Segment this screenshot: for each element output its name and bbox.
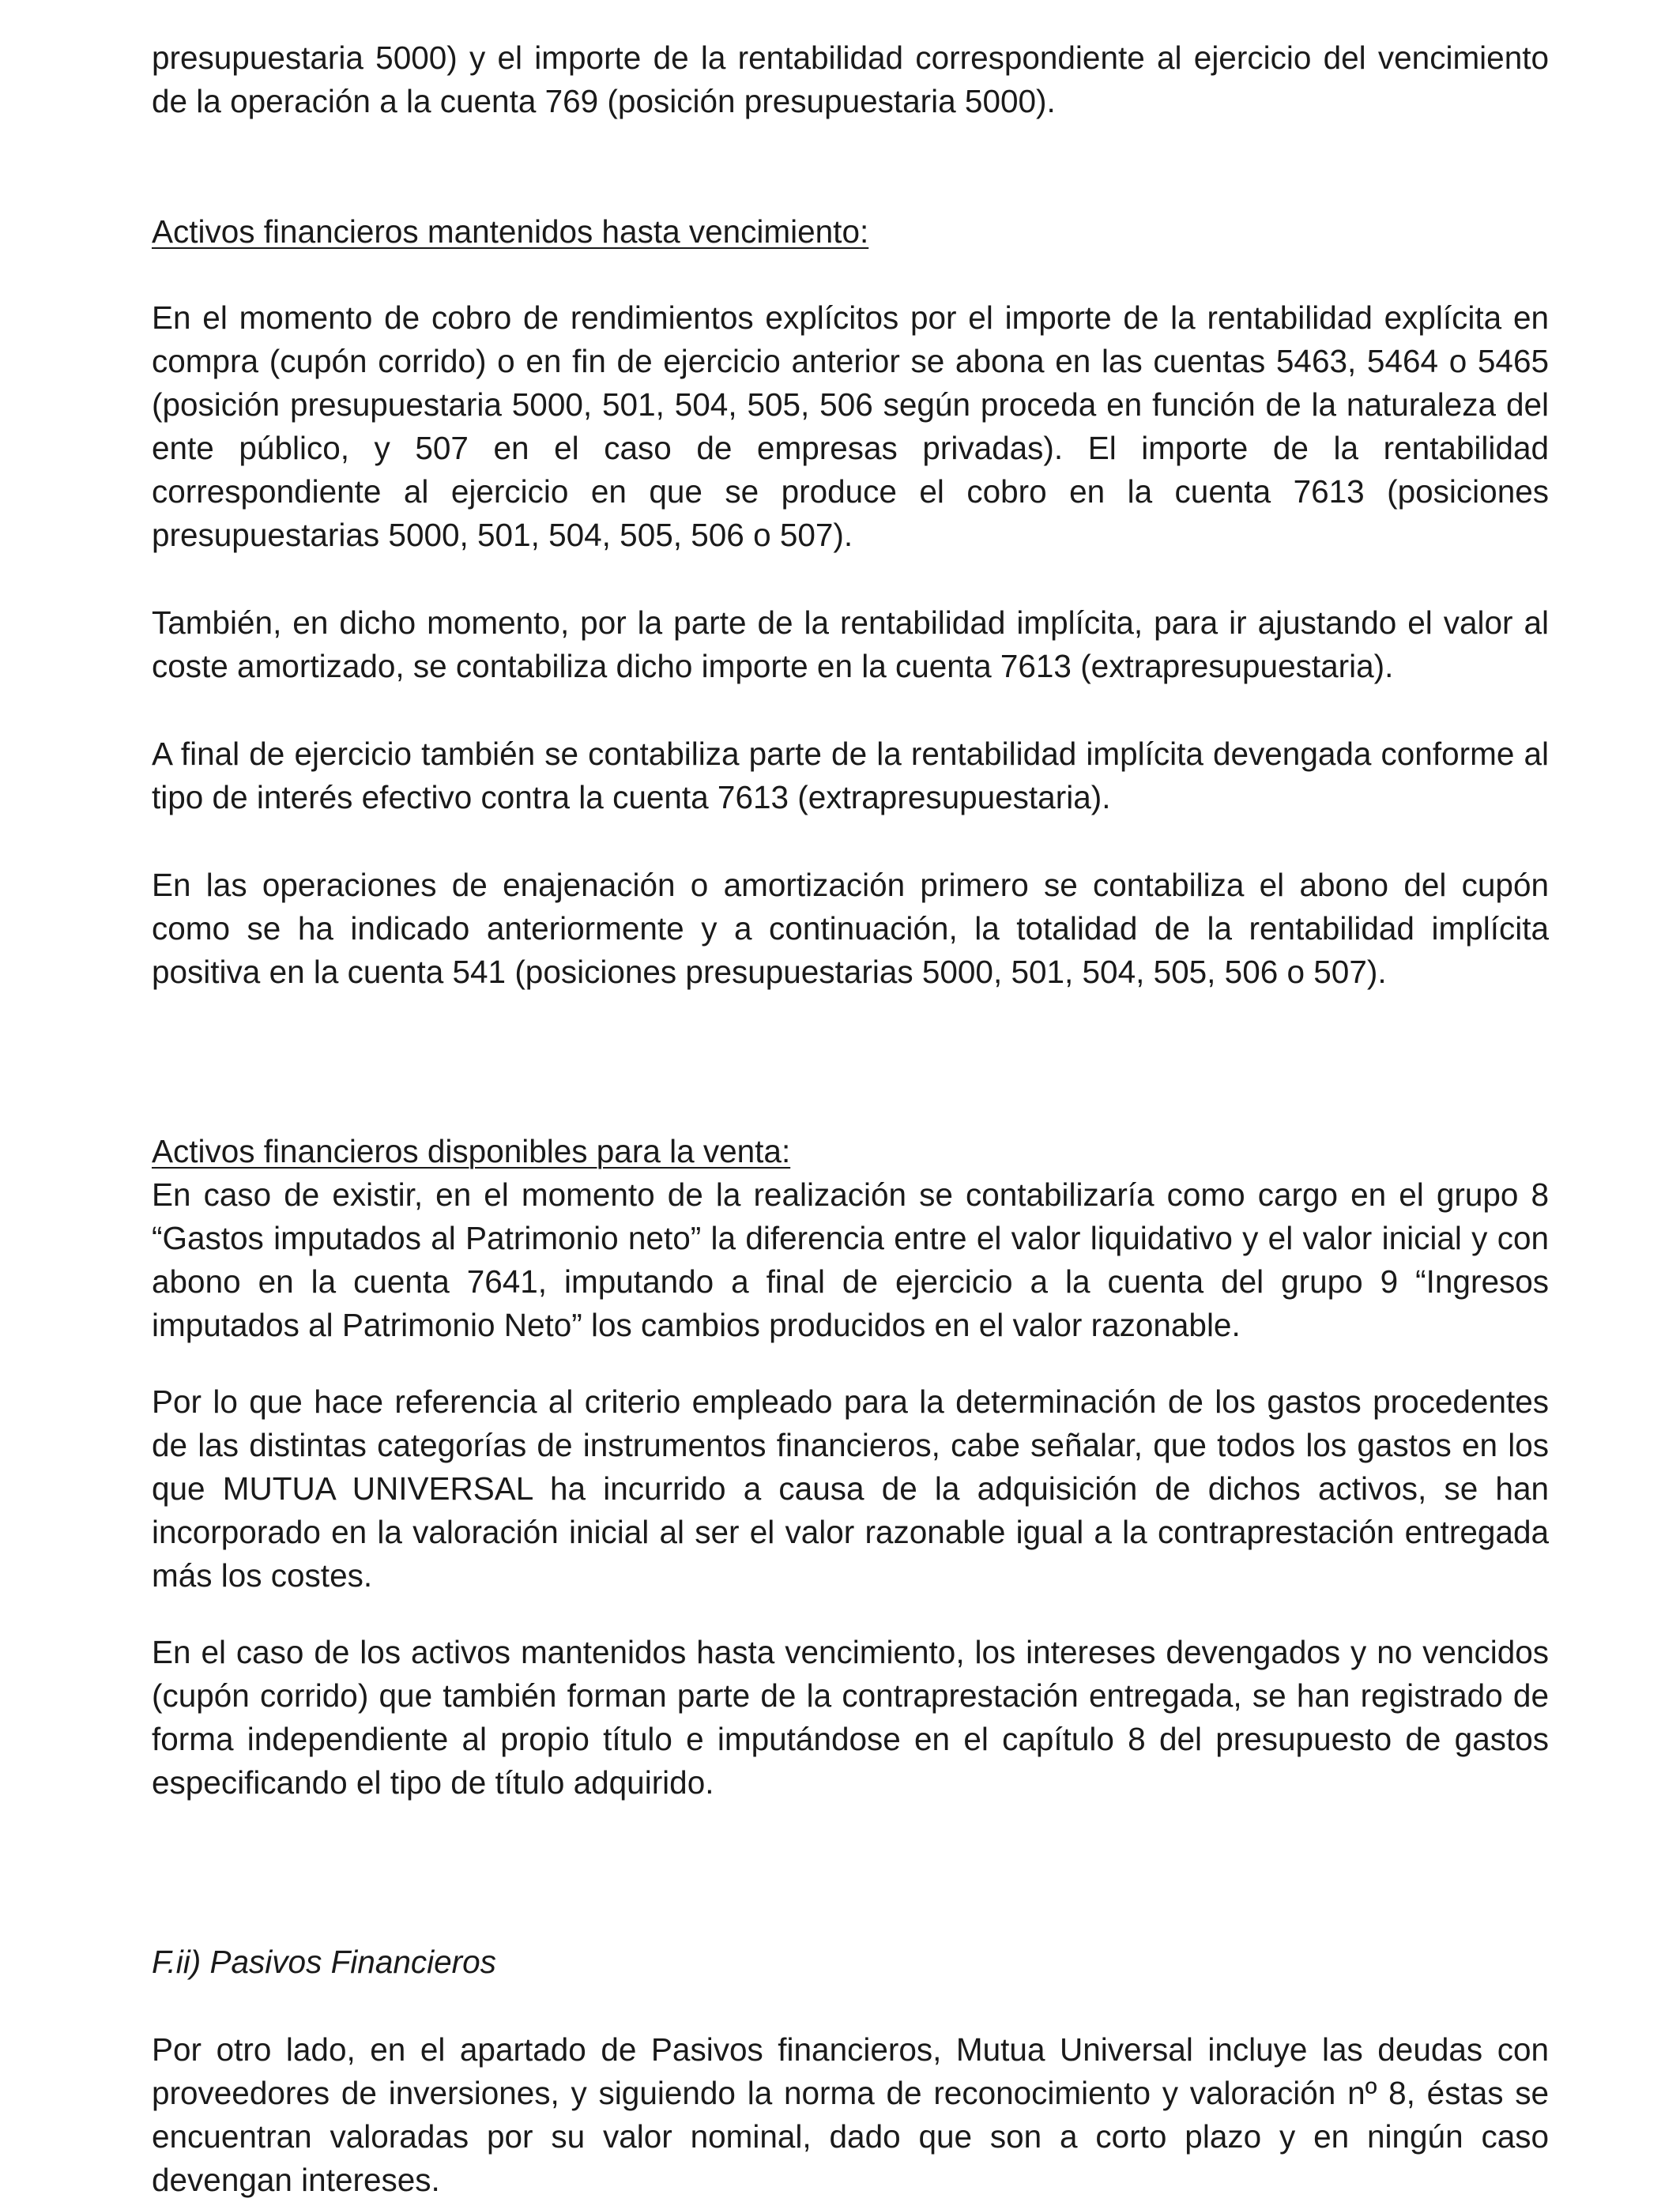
paragraph-intro: presupuestaria 5000) y el importe de la rentabilidad correspondiente al ejercicio del vencimiento de la operación a la cuenta 769 (posición presupuestaria 5000).: [152, 40, 1549, 119]
heading-disponibles-text: Activos financieros disponibles para la venta:: [152, 1133, 791, 1169]
paragraph-final-ejercicio: A final de ejercicio también se contabiliza parte de la rentabilidad implícita devengada conforme al tipo de interés efectivo contra la cuenta 7613 (extrapresupuestaria).: [152, 736, 1549, 815]
document-page: [152, 36, 1549, 2202]
paragraph-cobro: En el momento de cobro de rendimientos explícitos por el importe de la rentabilidad explícita en compra (cupón corrido) o en fin de ejercicio anterior se abona en las cuentas 5463, 5464 o 5465 (posición presupuestaria 5000, 501, 504, 505, 506 según proceda en función de la naturaleza del ente público, y 507 en el caso de empresas privadas). El importe de la rentabilidad correspondiente al ejercicio en que se produce el cobro en la cuenta 7613 (posiciones presupuestarias 5000, 501, 504, 505, 506 o 507).: [152, 299, 1549, 553]
paragraph-caso-vencimiento: En el caso de los activos mantenidos hasta vencimiento, los intereses devengados y no vencidos (cupón corrido) que también forman parte de la contraprestación entregada, se han registrado de forma independiente al propio título e imputándose en el capítulo 8 del presupuesto de gastos especificando el tipo de título adquirido.: [152, 1634, 1549, 1801]
paragraph-enajenacion: En las operaciones de enajenación o amortización primero se contabiliza el abono del cupón como se ha indicado anteriormente y a continuación, la totalidad de la rentabilidad implícita positiva en la cuenta 541 (posiciones presupuestarias 5000, 501, 504, 505, 506 o 507).: [152, 867, 1549, 990]
paragraph-criterio: Por lo que hace referencia al criterio empleado para la determinación de los gastos procedentes de las distintas categorías de instrumentos financieros, cabe señalar, que todos los gastos en los que MUTUA UNIVERSAL ha incurrido a causa de la adquisición de dichos activos, se han incorporado en la valoración inicial al ser el valor razonable igual a la contraprestación entregada más los costes.: [152, 1383, 1549, 1594]
paragraph-pasivos: Por otro lado, en el apartado de Pasivos financieros, Mutua Universal incluye las deudas con proveedores de inversiones, y siguiendo la norma de reconocimiento y valoración nº 8, éstas se encuentran valoradas por su valor nominal, dado que son a corto plazo y en ningún caso devengan intereses.: [152, 2031, 1549, 2198]
section-heading-mantenidos: [152, 210, 1549, 254]
section-heading-pasivos: F.ii) Pasivos Financieros: [152, 1944, 496, 1980]
paragraph-tambien: También, en dicho momento, por la parte de la rentabilidad implícita, para ir ajustando el valor al coste amortizado, se contabiliza dicho importe en la cuenta 7613 (extrapresupuestaria).: [152, 604, 1549, 684]
paragraph-existir: En caso de existir, en el momento de la realización se contabilizaría como cargo en el grupo 8 “Gastos imputados al Patrimonio neto” la diferencia entre el valor liquidativo y el valor inicial y con abono en la cuenta 7641, imputando a final de ejercicio a la cuenta del grupo 9 “Ingresos imputados al Patrimonio Neto” los cambios producidos en el valor razonable.: [152, 1176, 1549, 1343]
heading-mantenidos-text: Activos financieros mantenidos hasta vencimiento:: [152, 213, 869, 250]
section-heading-disponibles: [152, 1130, 1549, 1173]
